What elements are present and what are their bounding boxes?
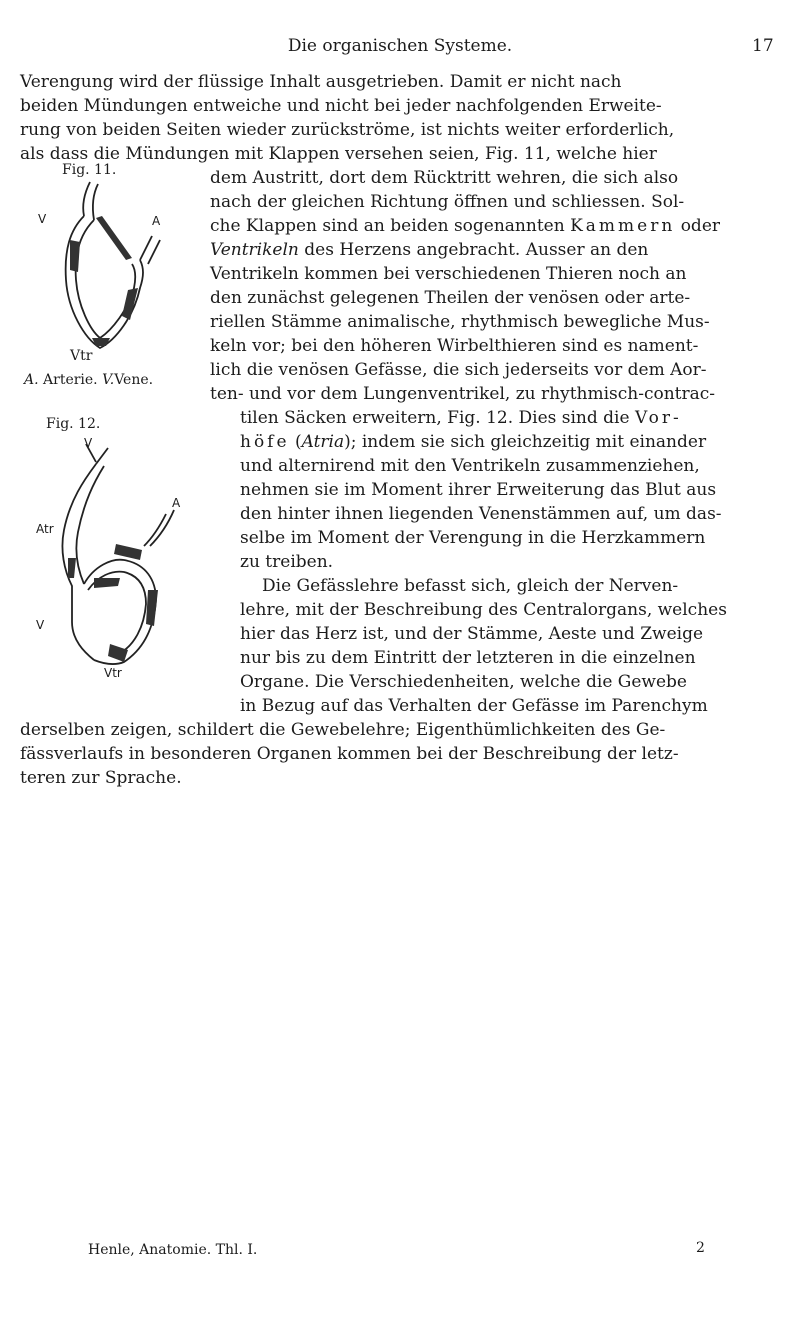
fig11-legend-v-key: V. — [102, 372, 115, 388]
fig11-legend-a-key: A. — [24, 372, 39, 388]
text-line: Ventrikeln kommen bei verschiedenen Thieren noch an — [210, 264, 687, 284]
text-line: rung von beiden Seiten wieder zurückströme, ist nichts weiter erforderlich, — [20, 120, 675, 140]
text-line: tilen Säcken erweitern, Fig. 12. Dies sind die Vor- — [240, 408, 682, 428]
text-line: als dass die Mündungen mit Klappen versehen seien, Fig. 11, welche hier — [20, 144, 657, 164]
text-line: lehre, mit der Beschreibung des Centralorgans, welches — [240, 600, 727, 620]
text-line: Ventrikeln des Herzens angebracht. Ausser an den — [210, 240, 649, 260]
fig11-legend — [24, 372, 153, 388]
fig12-label-a: A — [172, 496, 181, 510]
fig12-label-v-top: V — [84, 436, 93, 450]
text-line: hier das Herz ist, und der Stämme, Aeste und Zweige — [240, 624, 704, 644]
text-line: höfe (Atria); indem sie sich gleichzeitig mit einander — [240, 432, 707, 452]
text-line: zu treiben. — [240, 552, 334, 572]
running-header-title: Die organischen Systeme. — [287, 36, 513, 56]
fig12-label-vtr: Vtr — [104, 666, 122, 680]
fig12-caption: Fig. 12. — [46, 416, 101, 432]
fig11-legend-a-text: Arterie. — [43, 372, 98, 388]
fig11-heart-diagram — [40, 180, 180, 380]
text-line: dem Austritt, dort dem Rücktritt wehren, die sich also — [210, 168, 679, 188]
footer-imprint: Henle, Anatomie. Thl. I. — [88, 1242, 258, 1258]
text-line: beiden Mündungen entweiche und nicht bei jeder nachfolgenden Erweite- — [20, 96, 662, 116]
text-line: den hinter ihnen liegenden Venenstämmen auf, um das- — [240, 504, 722, 524]
fig12-label-v-bottom: V — [36, 618, 45, 632]
text-line: Die Gefässlehre befasst sich, gleich der Nerven- — [262, 576, 679, 596]
signature-mark: 2 — [696, 1240, 705, 1256]
page-number: 17 — [752, 36, 774, 56]
text-line: teren zur Sprache. — [20, 768, 182, 788]
fig11-label-v: V — [38, 212, 47, 226]
fig12-heart-diagram — [24, 440, 194, 700]
fig11-label-vtr: Vtr — [70, 348, 93, 364]
text-line: nehmen sie im Moment ihrer Erweiterung das Blut aus — [240, 480, 717, 500]
text-line: che Klappen sind an beiden sogenannten Kammern oder — [210, 216, 721, 236]
fig11-legend-v-text: Vene. — [114, 372, 154, 388]
text-line: nur bis zu dem Eintritt der letzteren in die einzelnen — [240, 648, 696, 668]
text-line: lich die venösen Gefässe, die sich jederseits vor dem Aor- — [210, 360, 707, 380]
fig12-label-atr: Atr — [36, 522, 54, 536]
text-line: Organe. Die Verschiedenheiten, welche die Gewebe — [240, 672, 687, 692]
text-line: fässverlaufs in besonderen Organen kommen bei der Beschreibung der letz- — [20, 744, 679, 764]
text-line: nach der gleichen Richtung öffnen und schliessen. Sol- — [210, 192, 685, 212]
fig11-label-a: A — [152, 214, 161, 228]
fig11-caption: Fig. 11. — [62, 162, 117, 178]
text-line: derselben zeigen, schildert die Gewebelehre; Eigenthümlichkeiten des Ge- — [20, 720, 666, 740]
text-line: Verengung wird der flüssige Inhalt ausgetrieben. Damit er nicht nach — [20, 72, 622, 92]
text-line: den zunächst gelegenen Theilen der venösen oder arte- — [210, 288, 691, 308]
text-line: riellen Stämme animalische, rhythmisch bewegliche Mus- — [210, 312, 710, 332]
text-line: ten- und vor dem Lungenventrikel, zu rhythmisch-contrac- — [210, 384, 716, 404]
text-line: selbe im Moment der Verengung in die Herzkammern — [240, 528, 706, 548]
text-line: und alternirend mit den Ventrikeln zusammenziehen, — [240, 456, 700, 476]
text-line: in Bezug auf das Verhalten der Gefässe im Parenchym — [240, 696, 708, 716]
text-line: keln vor; bei den höheren Wirbelthieren sind es nament- — [210, 336, 699, 356]
